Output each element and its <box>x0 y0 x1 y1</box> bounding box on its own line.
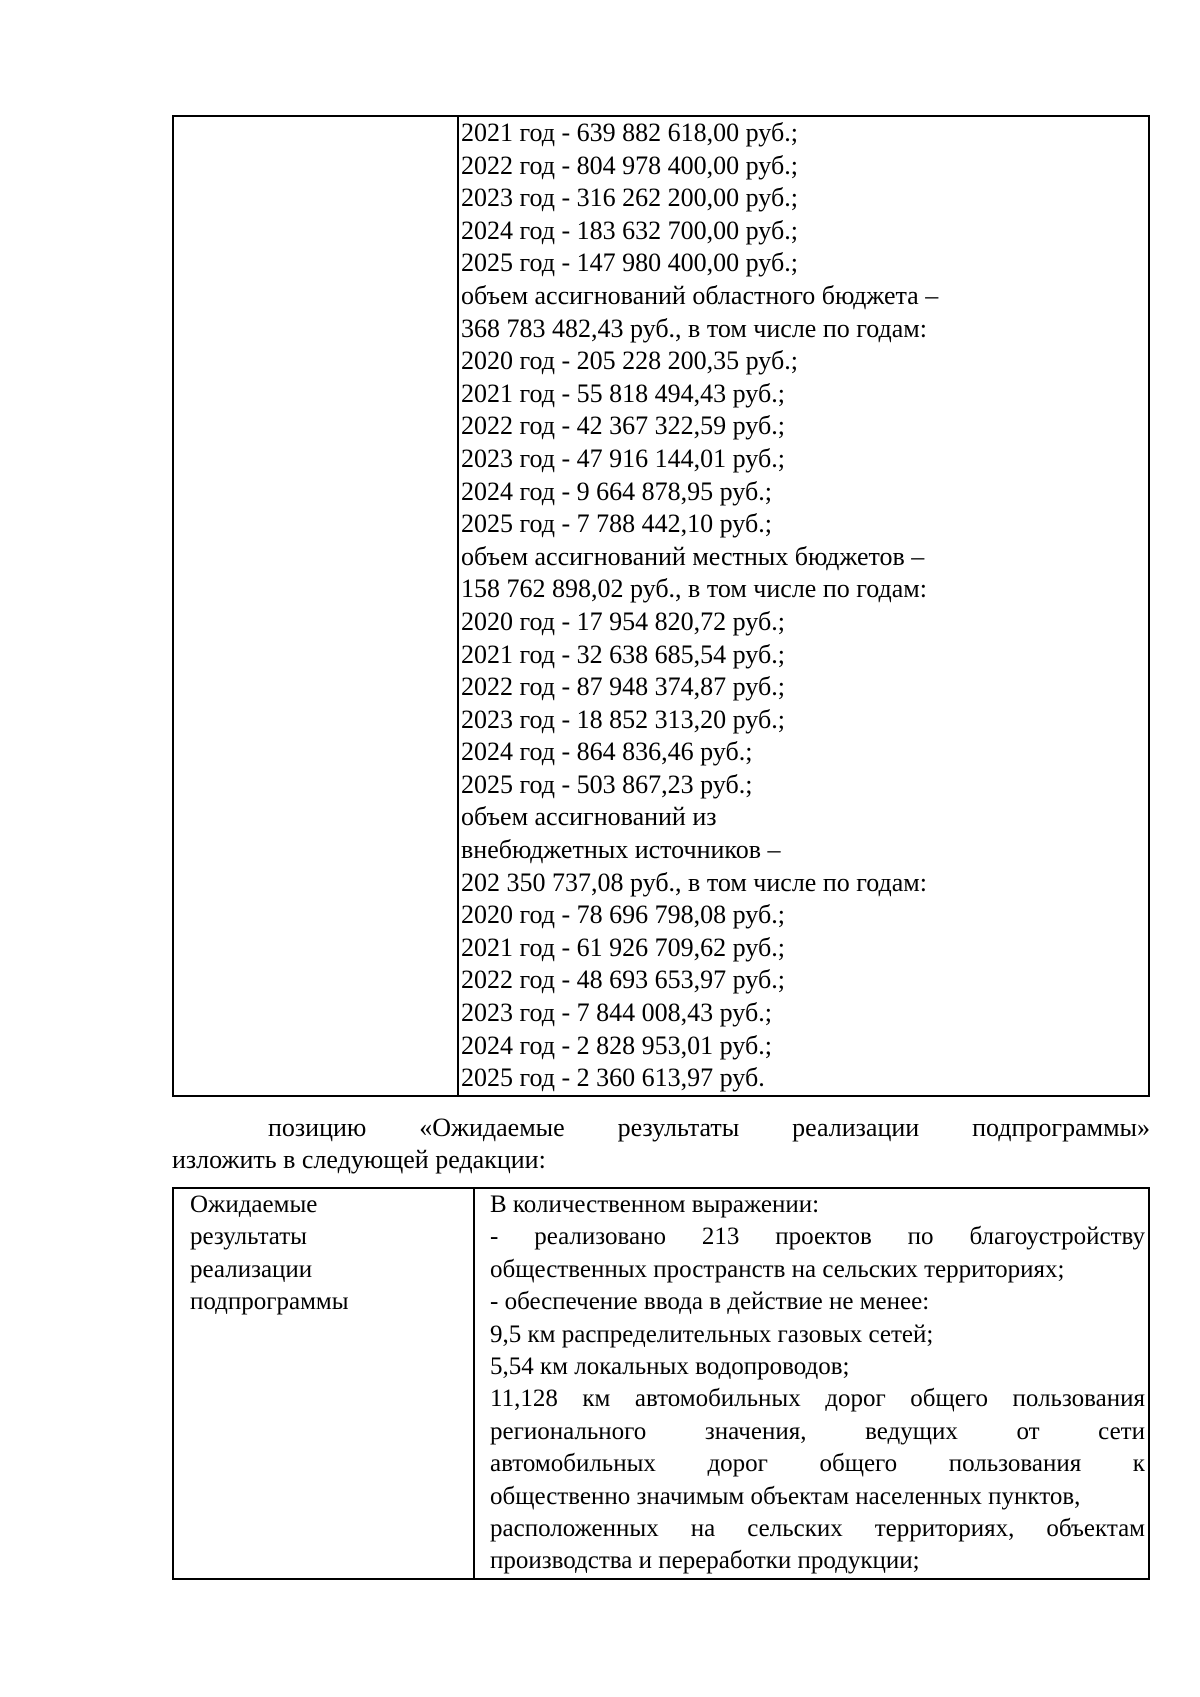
result-line: В количественном выражении: <box>490 1191 820 1218</box>
funding-line: 368 783 482,43 руб., в том числе по годам: <box>461 313 927 343</box>
result-word: ведущих <box>865 1417 958 1445</box>
result-word: автомобильных <box>490 1450 656 1478</box>
paragraph-word: подпрограммы» <box>972 1113 1150 1142</box>
funding-line: 2022 год - 87 948 374,87 руб.; <box>461 672 785 702</box>
amendment-paragraph <box>172 1112 1150 1176</box>
result-line-justified <box>490 1221 1145 1253</box>
paragraph-word: результаты <box>617 1113 740 1142</box>
funding-line: 2021 год - 55 818 494,43 руб.; <box>461 378 785 408</box>
funding-line: 2024 год - 183 632 700,00 руб.; <box>461 215 798 245</box>
result-word: общего <box>819 1450 898 1478</box>
result-line: - обеспечение ввода в действие не менее: <box>490 1288 930 1316</box>
funding-line: 2021 год - 639 882 618,00 руб.; <box>461 118 798 147</box>
funding-line: 2023 год - 47 916 144,01 руб.; <box>461 443 785 473</box>
funding-line: 2025 год - 7 788 442,10 руб.; <box>461 509 772 539</box>
funding-line: 2025 год - 503 867,23 руб.; <box>461 769 753 799</box>
funding-line: 2024 год - 9 664 878,95 руб.; <box>461 476 772 506</box>
label-line: Ожидаемые <box>190 1191 318 1218</box>
result-word: благоустройству <box>969 1223 1145 1251</box>
result-word: по <box>907 1223 934 1251</box>
funding-line: внебюджетных источников – <box>461 835 781 865</box>
result-line: расположенных на сельских территориях, объектам <box>490 1515 1145 1543</box>
label-line: подпрограммы <box>190 1288 349 1316</box>
result-line: общественных пространств на сельских территориях; <box>490 1255 1065 1283</box>
results-table-label-cell <box>173 1188 474 1579</box>
funding-line: 2024 год - 864 836,46 руб.; <box>461 737 753 767</box>
paragraph-line-1 <box>172 1112 1150 1144</box>
result-word: дорог <box>707 1450 768 1478</box>
funding-line: 2022 год - 42 367 322,59 руб.; <box>461 411 785 441</box>
funding-table <box>172 115 1150 1097</box>
funding-line: 2021 год - 61 926 709,62 руб.; <box>461 932 785 962</box>
result-line: 5,54 км локальных водопроводов; <box>490 1353 850 1381</box>
result-word: пользования <box>948 1450 1082 1478</box>
result-word: значения, <box>704 1417 807 1445</box>
result-line: 9,5 км распределительных газовых сетей; <box>490 1320 934 1348</box>
result-line: 11,128 км автомобильных дорог общего пользования <box>490 1385 1145 1413</box>
funding-line: объем ассигнований областного бюджета – <box>461 280 939 310</box>
funding-line: 2020 год - 17 954 820,72 руб.; <box>461 606 785 636</box>
result-word: реализовано <box>534 1223 666 1251</box>
paragraph-line-2: изложить в следующей редакции: <box>172 1145 546 1174</box>
funding-line: 2023 год - 316 262 200,00 руб.; <box>461 183 798 213</box>
label-line: реализации <box>190 1255 313 1283</box>
funding-line: 2022 год - 48 693 653,97 руб.; <box>461 965 785 995</box>
funding-line: 2024 год - 2 828 953,01 руб.; <box>461 1030 772 1060</box>
result-line: общественно значимым объектам населенных пунктов, <box>490 1482 1081 1510</box>
result-word: к <box>1132 1450 1145 1478</box>
funding-line: 2021 год - 32 638 685,54 руб.; <box>461 639 785 669</box>
paragraph-word: позицию <box>268 1113 367 1142</box>
result-word: проектов <box>775 1223 872 1251</box>
funding-line: 2023 год - 18 852 313,20 руб.; <box>461 704 785 734</box>
funding-line: объем ассигнований местных бюджетов – <box>461 541 925 571</box>
funding-table-left-cell <box>173 116 458 1096</box>
funding-line: 202 350 737,08 руб., в том числе по годам: <box>461 867 927 897</box>
paragraph-word: «Ожидаемые <box>419 1113 565 1142</box>
paragraph-word: реализации <box>792 1113 920 1142</box>
funding-line: 158 762 898,02 руб., в том числе по годам: <box>461 574 927 604</box>
funding-line: 2023 год - 7 844 008,43 руб.; <box>461 998 772 1028</box>
result-word: регионального <box>490 1417 647 1445</box>
result-word: - <box>490 1223 499 1251</box>
result-word: от <box>1016 1417 1040 1445</box>
funding-line: 2025 год - 2 360 613,97 руб. <box>461 1063 765 1093</box>
result-word: 213 <box>701 1223 740 1251</box>
result-line-justified <box>490 1416 1145 1448</box>
result-word: сети <box>1098 1417 1145 1445</box>
funding-line: объем ассигнований из <box>461 802 717 832</box>
results-table-content-cell <box>474 1188 1149 1579</box>
label-line: результаты <box>190 1223 307 1251</box>
funding-line: 2025 год - 147 980 400,00 руб.; <box>461 248 798 278</box>
funding-line: 2020 год - 205 228 200,35 руб.; <box>461 346 798 376</box>
result-line-justified <box>490 1448 1145 1480</box>
results-table <box>172 1187 1150 1580</box>
funding-line: 2020 год - 78 696 798,08 руб.; <box>461 900 785 930</box>
funding-line: 2022 год - 804 978 400,00 руб.; <box>461 150 798 180</box>
result-line: производства и переработки продукции; <box>490 1547 920 1575</box>
funding-table-right-cell <box>458 116 1149 1096</box>
